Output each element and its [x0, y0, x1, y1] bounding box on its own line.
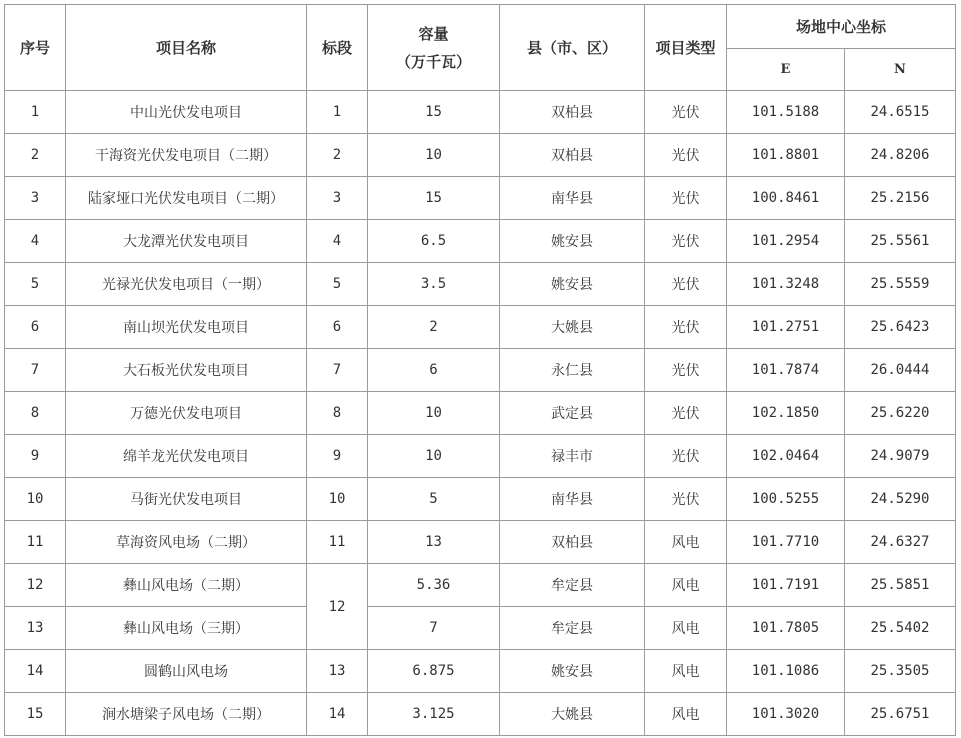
cell-e: 101.2751	[727, 306, 845, 349]
header-seq: 序号	[5, 5, 66, 91]
cell-section: 10	[307, 478, 368, 521]
cell-project-name: 彝山风电场（二期）	[66, 564, 307, 607]
cell-seq: 10	[5, 478, 66, 521]
header-section: 标段	[307, 5, 368, 91]
cell-capacity: 13	[368, 521, 500, 564]
cell-n: 25.6751	[845, 693, 956, 736]
cell-section: 3	[307, 177, 368, 220]
cell-capacity: 2	[368, 306, 500, 349]
cell-section: 1	[307, 91, 368, 134]
cell-project-type: 风电	[645, 693, 727, 736]
cell-capacity: 6	[368, 349, 500, 392]
cell-county: 双柏县	[500, 521, 645, 564]
cell-county: 禄丰市	[500, 435, 645, 478]
cell-section: 5	[307, 263, 368, 306]
cell-project-name: 干海资光伏发电项目（二期）	[66, 134, 307, 177]
cell-project-type: 光伏	[645, 349, 727, 392]
table-row	[5, 607, 956, 650]
cell-seq: 11	[5, 521, 66, 564]
cell-e: 101.2954	[727, 220, 845, 263]
cell-project-name: 绵羊龙光伏发电项目	[66, 435, 307, 478]
table-row	[5, 693, 956, 736]
cell-county: 姚安县	[500, 650, 645, 693]
cell-n: 25.5402	[845, 607, 956, 650]
table-row	[5, 478, 956, 521]
cell-county: 牟定县	[500, 607, 645, 650]
cell-e: 102.0464	[727, 435, 845, 478]
cell-n: 26.0444	[845, 349, 956, 392]
cell-n: 25.5559	[845, 263, 956, 306]
cell-e: 101.5188	[727, 91, 845, 134]
cell-project-type: 风电	[645, 650, 727, 693]
cell-section: 8	[307, 392, 368, 435]
cell-capacity: 5.36	[368, 564, 500, 607]
cell-seq: 9	[5, 435, 66, 478]
cell-project-name: 涧水塘梁子风电场（二期）	[66, 693, 307, 736]
table-row	[5, 91, 956, 134]
cell-county: 双柏县	[500, 134, 645, 177]
cell-project-name: 南山坝光伏发电项目	[66, 306, 307, 349]
cell-e: 100.8461	[727, 177, 845, 220]
header-n: N	[845, 49, 956, 91]
cell-capacity: 3.125	[368, 693, 500, 736]
table-row	[5, 564, 956, 607]
cell-capacity: 10	[368, 134, 500, 177]
cell-section: 14	[307, 693, 368, 736]
table-row	[5, 435, 956, 478]
cell-e: 100.5255	[727, 478, 845, 521]
cell-project-type: 光伏	[645, 91, 727, 134]
cell-project-type: 光伏	[645, 435, 727, 478]
cell-seq: 14	[5, 650, 66, 693]
cell-n: 25.5561	[845, 220, 956, 263]
cell-capacity: 5	[368, 478, 500, 521]
cell-section-merged: 12	[307, 564, 368, 650]
header-capacity-line1: 容量	[418, 24, 449, 43]
cell-seq: 12	[5, 564, 66, 607]
cell-e: 101.1086	[727, 650, 845, 693]
cell-project-name: 中山光伏发电项目	[66, 91, 307, 134]
cell-county: 牟定县	[500, 564, 645, 607]
cell-seq: 4	[5, 220, 66, 263]
cell-project-type: 光伏	[645, 220, 727, 263]
cell-county: 双柏县	[500, 91, 645, 134]
cell-e: 101.3248	[727, 263, 845, 306]
cell-e: 101.7874	[727, 349, 845, 392]
cell-capacity: 15	[368, 177, 500, 220]
cell-seq: 1	[5, 91, 66, 134]
cell-project-name: 陆家垭口光伏发电项目（二期）	[66, 177, 307, 220]
cell-capacity: 7	[368, 607, 500, 650]
cell-county: 姚安县	[500, 263, 645, 306]
header-site-center-coords: 场地中心坐标	[727, 5, 956, 49]
cell-county: 南华县	[500, 478, 645, 521]
cell-section: 6	[307, 306, 368, 349]
cell-n: 24.6327	[845, 521, 956, 564]
cell-n: 25.5851	[845, 564, 956, 607]
cell-n: 24.8206	[845, 134, 956, 177]
cell-project-type: 风电	[645, 521, 727, 564]
cell-seq: 7	[5, 349, 66, 392]
cell-project-type: 光伏	[645, 177, 727, 220]
cell-e: 101.7805	[727, 607, 845, 650]
cell-n: 25.2156	[845, 177, 956, 220]
cell-capacity: 10	[368, 435, 500, 478]
cell-e: 101.8801	[727, 134, 845, 177]
cell-county: 姚安县	[500, 220, 645, 263]
table-row	[5, 650, 956, 693]
cell-county: 永仁县	[500, 349, 645, 392]
cell-n: 24.6515	[845, 91, 956, 134]
cell-n: 24.9079	[845, 435, 956, 478]
header-project-type: 项目类型	[645, 5, 727, 91]
cell-project-type: 光伏	[645, 263, 727, 306]
project-table	[4, 4, 956, 736]
cell-n: 24.5290	[845, 478, 956, 521]
cell-project-name: 彝山风电场（三期）	[66, 607, 307, 650]
cell-project-name: 万德光伏发电项目	[66, 392, 307, 435]
table-row	[5, 306, 956, 349]
cell-capacity: 15	[368, 91, 500, 134]
table-row	[5, 349, 956, 392]
cell-section: 7	[307, 349, 368, 392]
cell-project-name: 光禄光伏发电项目（一期）	[66, 263, 307, 306]
cell-project-type: 光伏	[645, 478, 727, 521]
cell-e: 101.7710	[727, 521, 845, 564]
cell-capacity: 6.5	[368, 220, 500, 263]
cell-seq: 3	[5, 177, 66, 220]
cell-county: 大姚县	[500, 306, 645, 349]
cell-seq: 6	[5, 306, 66, 349]
cell-project-name: 马街光伏发电项目	[66, 478, 307, 521]
cell-e: 102.1850	[727, 392, 845, 435]
header-e: E	[727, 49, 845, 91]
table-row	[5, 521, 956, 564]
header-county: 县（市、区）	[500, 5, 645, 91]
cell-project-type: 风电	[645, 564, 727, 607]
cell-project-name: 圆鹤山风电场	[66, 650, 307, 693]
cell-capacity: 3.5	[368, 263, 500, 306]
table-row	[5, 263, 956, 306]
cell-capacity: 10	[368, 392, 500, 435]
cell-n: 25.3505	[845, 650, 956, 693]
cell-section: 2	[307, 134, 368, 177]
table-row	[5, 220, 956, 263]
cell-e: 101.3020	[727, 693, 845, 736]
cell-county: 大姚县	[500, 693, 645, 736]
cell-e: 101.7191	[727, 564, 845, 607]
cell-section: 11	[307, 521, 368, 564]
cell-section: 13	[307, 650, 368, 693]
cell-n: 25.6423	[845, 306, 956, 349]
table-row	[5, 177, 956, 220]
cell-county: 武定县	[500, 392, 645, 435]
cell-seq: 5	[5, 263, 66, 306]
cell-section: 4	[307, 220, 368, 263]
cell-seq: 2	[5, 134, 66, 177]
cell-capacity: 6.875	[368, 650, 500, 693]
header-capacity-line2: （万千瓦）	[395, 52, 471, 71]
cell-county: 南华县	[500, 177, 645, 220]
cell-project-name: 大石板光伏发电项目	[66, 349, 307, 392]
cell-section: 9	[307, 435, 368, 478]
cell-seq: 13	[5, 607, 66, 650]
cell-project-name: 草海资风电场（二期）	[66, 521, 307, 564]
cell-project-type: 风电	[645, 607, 727, 650]
header-capacity	[368, 5, 500, 91]
cell-seq: 15	[5, 693, 66, 736]
cell-project-type: 光伏	[645, 392, 727, 435]
cell-project-name: 大龙潭光伏发电项目	[66, 220, 307, 263]
header-project-name: 项目名称	[66, 5, 307, 91]
cell-n: 25.6220	[845, 392, 956, 435]
cell-seq: 8	[5, 392, 66, 435]
table-row	[5, 392, 956, 435]
cell-project-type: 光伏	[645, 134, 727, 177]
table-row	[5, 134, 956, 177]
cell-project-type: 光伏	[645, 306, 727, 349]
